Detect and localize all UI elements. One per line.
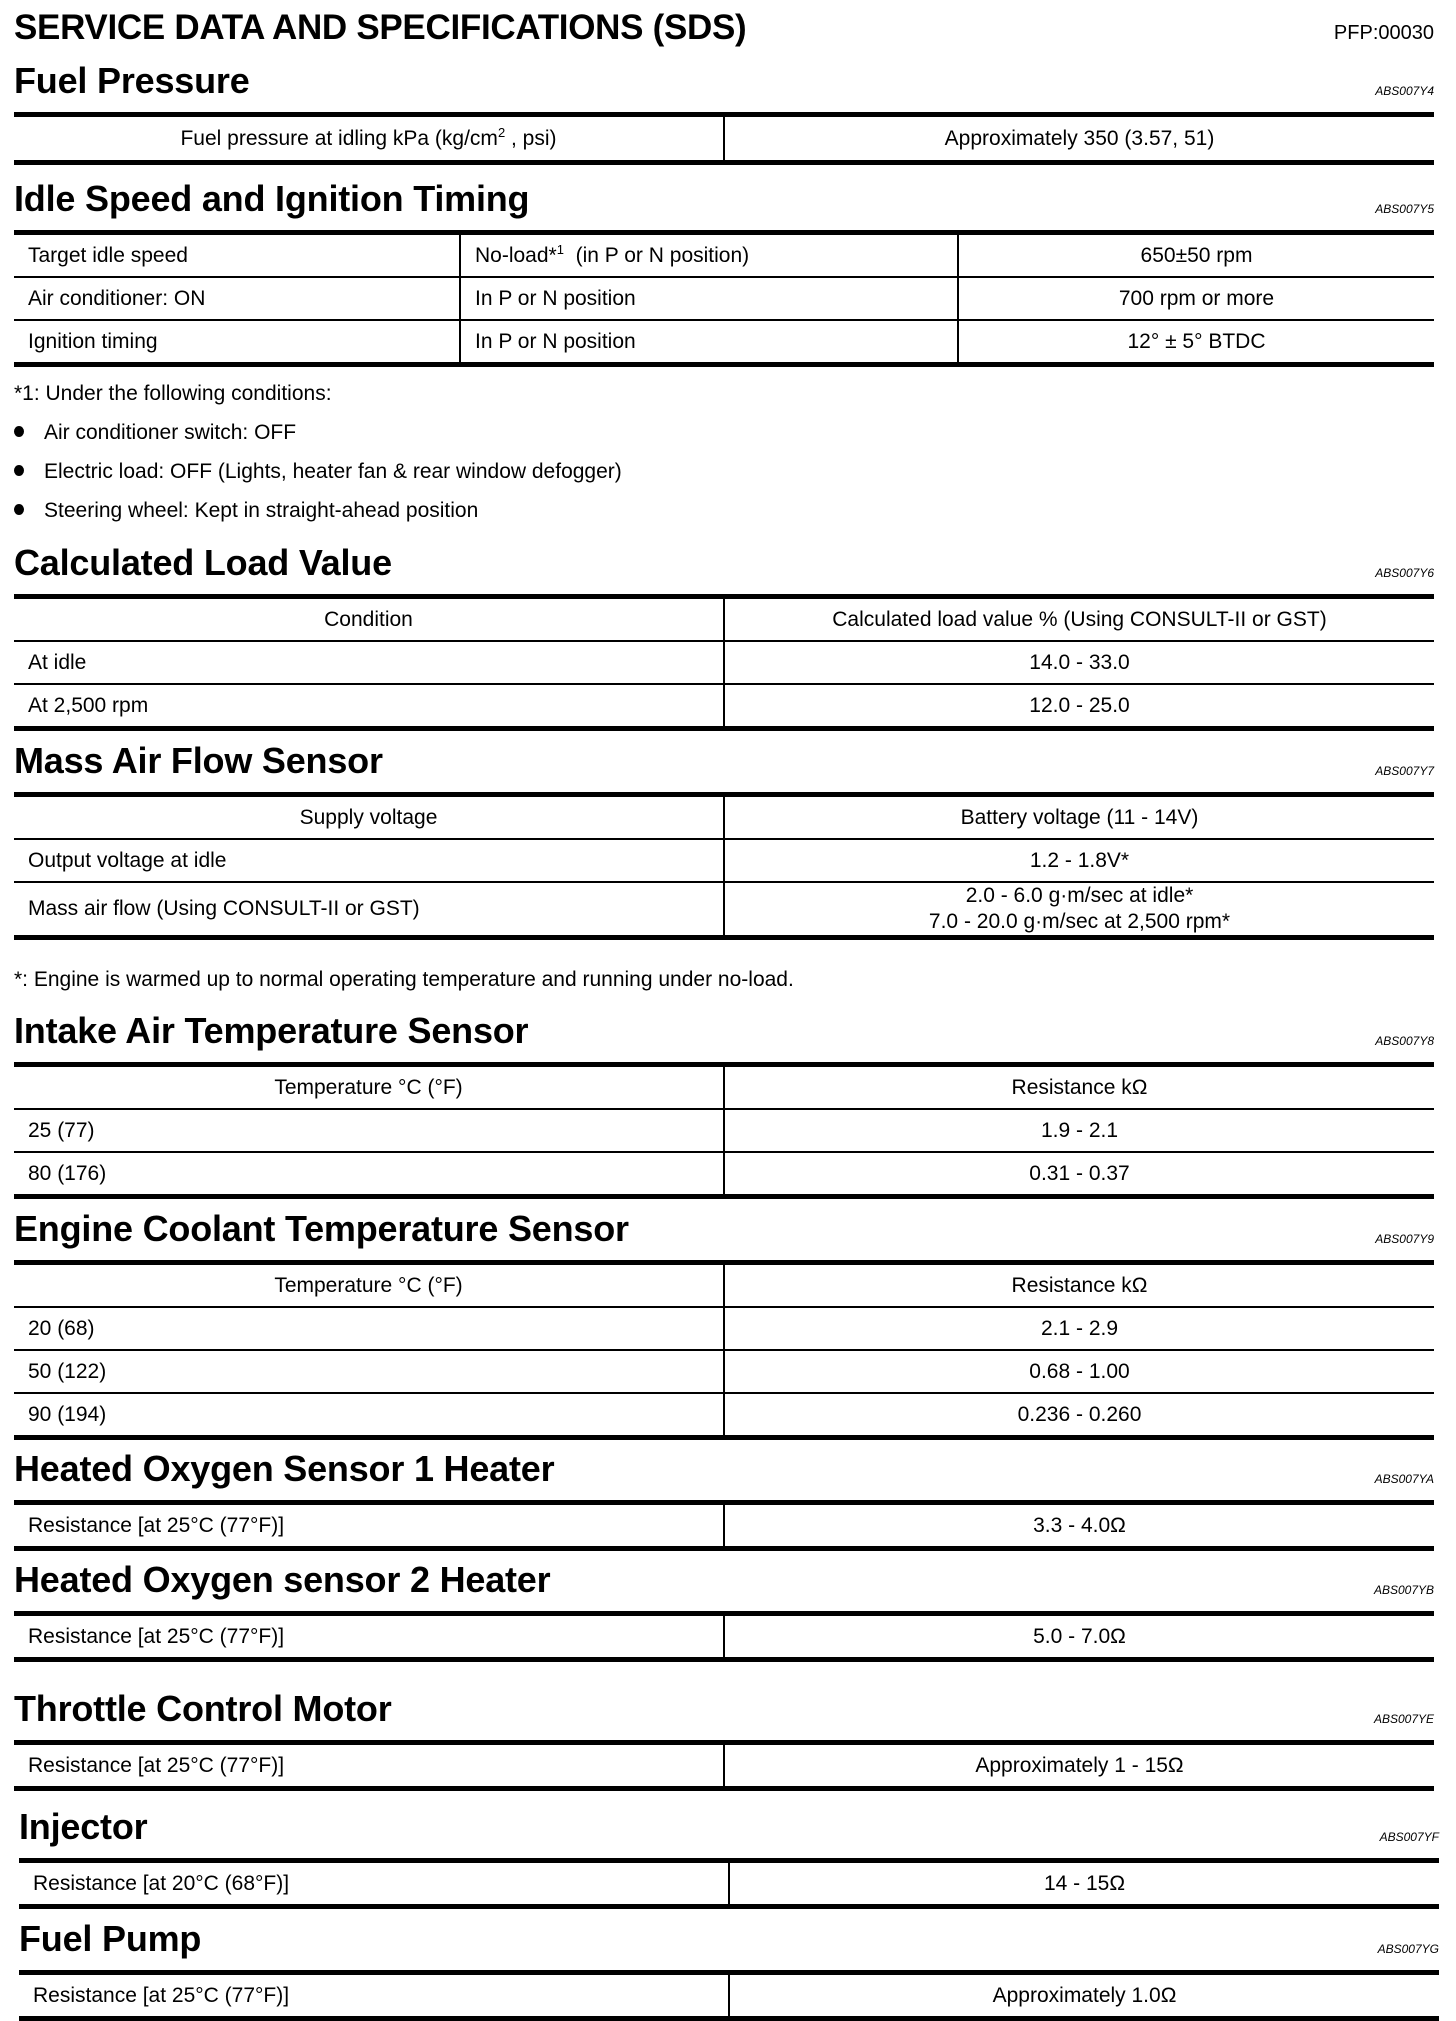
section-injector (19, 1804, 1439, 1909)
section-title: Injector (19, 1806, 148, 1847)
spec-value: 12° ± 5° BTDC (958, 320, 1434, 365)
section-code: ABS007Y5 (1375, 202, 1434, 216)
section-code: ABS007Y4 (1375, 84, 1434, 98)
section-title: Engine Coolant Temperature Sensor (14, 1208, 629, 1249)
section-code: ABS007YB (1373, 1583, 1434, 1597)
spec-value: 700 rpm or more (958, 277, 1434, 320)
bullet-icon (14, 426, 24, 437)
table-header-row (14, 1263, 1434, 1308)
value-cell: 14.0 - 33.0 (724, 641, 1434, 684)
spec-value: Approximately 350 (3.57, 51) (724, 115, 1434, 163)
resistance-cell: 2.1 - 2.9 (724, 1307, 1434, 1350)
table-row (14, 1393, 1434, 1438)
spec-label: Resistance [at 25°C (77°F)] (28, 1753, 285, 1777)
table-row (14, 1503, 1434, 1549)
spec-item: Ignition timing (14, 320, 460, 365)
section-ect-sensor (14, 1206, 1434, 1440)
temperature-cell: 80 (176) (14, 1152, 724, 1197)
ho2s1-heater-table (14, 1500, 1434, 1551)
column-header: Condition (324, 607, 413, 631)
temperature-cell: 90 (194) (14, 1393, 724, 1438)
section-fuel-pump (19, 1916, 1439, 2021)
section-calculated-load (14, 540, 1434, 731)
list-item: Steering wheel: Kept in straight-ahead position (14, 499, 478, 523)
section-idle-speed (14, 176, 1434, 367)
spec-item: Target idle speed (28, 243, 188, 267)
table-row (14, 641, 1434, 684)
section-code: ABS007Y7 (1375, 764, 1434, 778)
table-header-row (14, 597, 1434, 642)
section-ho2s1-heater (14, 1446, 1434, 1551)
table-row (14, 115, 1434, 163)
spec-value: 14 - 15Ω (729, 1861, 1439, 1907)
column-header: Resistance kΩ (724, 1065, 1434, 1110)
pfp-code: PFP:00030 (1333, 22, 1434, 44)
table-row (14, 795, 1434, 840)
maf-sensor-table (14, 792, 1434, 940)
table-row (14, 1743, 1434, 1789)
table-row (14, 320, 1434, 365)
table-row (14, 233, 1434, 278)
section-title: Fuel Pressure (14, 60, 250, 101)
section-code: ABS007YA (1374, 1472, 1434, 1486)
table-row (19, 1861, 1439, 1907)
spec-condition: In P or N position (460, 277, 958, 320)
spec-value: 5.0 - 7.0Ω (724, 1614, 1434, 1660)
resistance-cell: 1.9 - 2.1 (724, 1109, 1434, 1152)
section-fuel-pressure (14, 58, 1434, 165)
ect-sensor-table (14, 1260, 1434, 1440)
section-title: Heated Oxygen Sensor 1 Heater (14, 1448, 555, 1489)
table-row (14, 1350, 1434, 1393)
condition-cell: At 2,500 rpm (14, 684, 724, 729)
spec-value: Approximately 1 - 15Ω (724, 1743, 1434, 1789)
spec-value: Battery voltage (11 - 14V) (724, 795, 1434, 840)
column-header: Temperature °C (°F) (274, 1273, 463, 1297)
resistance-cell: 0.236 - 0.260 (724, 1393, 1434, 1438)
value-line: 7.0 - 20.0 g·m/sec at 2,500 rpm* (928, 910, 1231, 933)
section-title: Idle Speed and Ignition Timing (14, 178, 530, 219)
spec-label: Mass air flow (Using CONSULT-II or GST) (14, 882, 724, 938)
section-title: Heated Oxygen sensor 2 Heater (14, 1559, 551, 1600)
spec-value: 650±50 rpm (958, 233, 1434, 278)
temperature-cell: 50 (122) (14, 1350, 724, 1393)
table-row (14, 1307, 1434, 1350)
section-title: Fuel Pump (19, 1918, 202, 1959)
spec-label: Output voltage at idle (14, 839, 724, 882)
fuel-pump-table (19, 1970, 1439, 2021)
page-header (14, 8, 1434, 52)
section-throttle-motor (14, 1686, 1434, 1791)
spec-label: Resistance [at 20°C (68°F)] (33, 1871, 290, 1895)
column-header: Calculated load value % (Using CONSULT-II or GST) (724, 597, 1434, 642)
spec-item: Air conditioner: ON (14, 277, 460, 320)
spec-value: 1.2 - 1.8V* (724, 839, 1434, 882)
table-row (14, 882, 1434, 938)
section-code: ABS007Y8 (1375, 1034, 1434, 1048)
bullet-icon (14, 465, 24, 476)
throttle-motor-table (14, 1740, 1434, 1791)
spec-label: Resistance [at 25°C (77°F)] (33, 1983, 290, 2007)
iat-sensor-table (14, 1062, 1434, 1199)
section-title: Intake Air Temperature Sensor (14, 1010, 529, 1051)
temperature-cell: 25 (77) (14, 1109, 724, 1152)
table-row (14, 839, 1434, 882)
value-line: 2.0 - 6.0 g·m/sec at idle* (965, 884, 1194, 907)
section-maf-sensor (14, 738, 1434, 940)
table-row (14, 684, 1434, 729)
list-item: Electric load: OFF (Lights, heater fan & rear window defogger) (14, 460, 622, 484)
spec-label: Resistance [at 25°C (77°F)] (28, 1513, 285, 1537)
footnote: *1: Under the following conditions: (14, 382, 332, 405)
section-iat-sensor (14, 1008, 1434, 1199)
injector-table (19, 1858, 1439, 1909)
resistance-cell: 0.31 - 0.37 (724, 1152, 1434, 1197)
temperature-cell: 20 (68) (14, 1307, 724, 1350)
spec-condition: In P or N position (460, 320, 958, 365)
calculated-load-table (14, 594, 1434, 731)
condition-cell: At idle (14, 641, 724, 684)
fuel-pressure-table (14, 112, 1434, 165)
section-ho2s2-heater (14, 1557, 1434, 1662)
table-row (14, 1152, 1434, 1197)
footnote: *: Engine is warmed up to normal operating temperature and running under no-load. (14, 968, 794, 991)
column-header: Temperature °C (°F) (274, 1075, 463, 1099)
spec-label: Supply voltage (299, 805, 438, 829)
page-title: SERVICE DATA AND SPECIFICATIONS (SDS) (14, 8, 747, 47)
section-code: ABS007YE (1373, 1712, 1434, 1726)
table-row (19, 1973, 1439, 2019)
section-code: ABS007YG (1377, 1942, 1439, 1956)
spec-value: 3.3 - 4.0Ω (724, 1503, 1434, 1549)
spec-condition: No-load*$^1$ (in P or N position) (460, 233, 958, 278)
spec-value: Approximately 1.0Ω (729, 1973, 1439, 2019)
section-title: Mass Air Flow Sensor (14, 740, 383, 781)
column-header: Resistance kΩ (724, 1263, 1434, 1308)
section-title: Throttle Control Motor (14, 1688, 392, 1729)
list-item: Air conditioner switch: OFF (14, 421, 296, 445)
spec-value (724, 882, 1434, 938)
section-code: ABS007Y6 (1375, 566, 1434, 580)
section-code: ABS007YF (1379, 1830, 1439, 1844)
section-title: Calculated Load Value (14, 542, 392, 583)
resistance-cell: 0.68 - 1.00 (724, 1350, 1434, 1393)
value-cell: 12.0 - 25.0 (724, 684, 1434, 729)
table-header-row (14, 1065, 1434, 1110)
table-row (14, 1614, 1434, 1660)
section-code: ABS007Y9 (1375, 1232, 1434, 1246)
table-row (14, 1109, 1434, 1152)
ho2s2-heater-table (14, 1611, 1434, 1662)
spec-label: Resistance [at 25°C (77°F)] (28, 1624, 285, 1648)
idle-speed-table (14, 230, 1434, 367)
bullet-icon (14, 504, 24, 515)
table-row (14, 277, 1434, 320)
spec-label: Fuel pressure at idling kPa ($kg/cm^2$ , psi) (180, 124, 557, 150)
